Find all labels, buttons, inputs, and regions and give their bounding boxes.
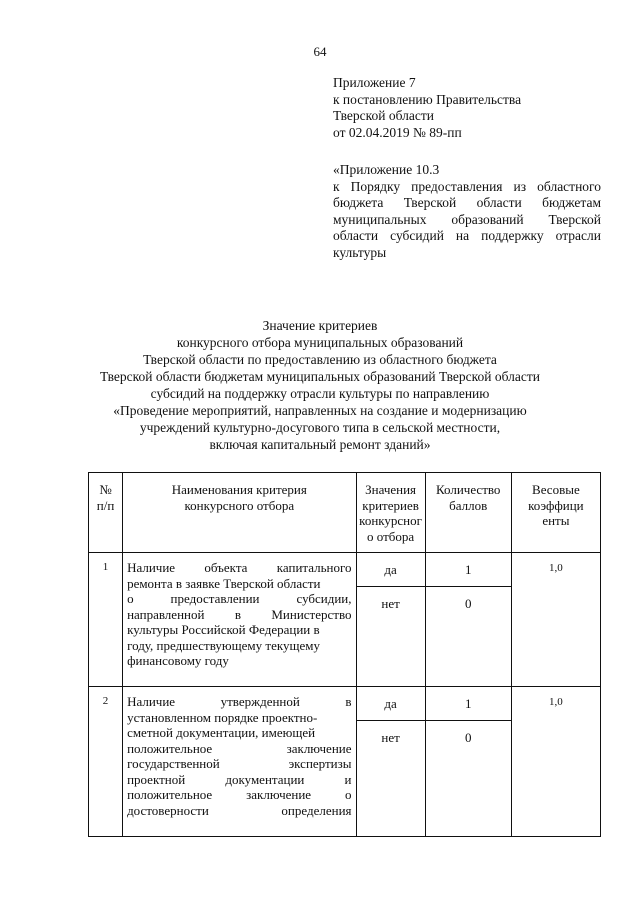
appendix-7-line: Приложение 7 [333, 75, 416, 90]
criterion-line: финансовому году [127, 653, 229, 668]
appendix-10-3-block [333, 162, 601, 261]
criterion-line: установленном порядке проектно- [127, 709, 318, 725]
header-text: Наименования критерия [171, 482, 307, 497]
page-number: 64 [313, 44, 327, 59]
appendix-10-3-line: «Приложение 10.3 [333, 162, 440, 177]
criterion-line: положительное заключение [127, 740, 352, 756]
appendix-7-line: от 02.04.2019 № 89-пп [333, 124, 462, 140]
document-title [60, 317, 580, 453]
criterion-line: проектной документации и [127, 771, 352, 787]
criterion-score: 0 [425, 721, 511, 837]
criterion-line: году, предшествующему текущему [127, 637, 320, 653]
header-text: п/п [96, 497, 115, 513]
criterion-weight: 1,0 [511, 687, 600, 837]
header-text: коэффици [528, 497, 584, 513]
table-row [89, 553, 601, 587]
appendix-10-3-line: области субсидий на поддержку отрасли [333, 228, 601, 243]
title-line: «Проведение мероприятий, направленных на создание и модернизацию [113, 403, 527, 418]
criterion-line: государственной экспертизы [127, 756, 352, 771]
criterion-line: направленной в Министерство [127, 606, 352, 622]
header-text: № [99, 482, 112, 497]
row-number: 2 [89, 687, 123, 837]
header-weight [511, 473, 600, 553]
title-line: Значение критериев [262, 318, 378, 333]
appendix-10-3-line: культуры [333, 244, 387, 260]
header-text: баллов [449, 497, 488, 513]
row-number: 1 [89, 553, 123, 687]
criterion-line: достоверности определения [127, 802, 352, 818]
criterion-line: ремонта в заявке Тверской области [127, 575, 321, 591]
header-name [123, 473, 356, 553]
criterion-name [123, 687, 356, 837]
criterion-line: Наличие утвержденной в [127, 694, 352, 709]
header-text: конкурсного отбора [184, 497, 295, 513]
criterion-value: нет [356, 721, 425, 837]
table-header-row [89, 473, 601, 553]
criterion-line: о предоставлении субсидии, [127, 591, 352, 606]
title-line: учреждений культурно-досугового типа в сельской местности, [139, 420, 501, 435]
appendix-7-line: к постановлению Правительства [333, 91, 522, 107]
criterion-line: Наличие объекта капитального [127, 560, 352, 575]
header-text: Весовые [532, 482, 580, 497]
criterion-score: 0 [425, 587, 511, 687]
header-text: о отбора [367, 528, 415, 544]
criterion-value: да [356, 553, 425, 587]
header-text: Значения [365, 482, 417, 497]
criterion-name [123, 553, 356, 687]
header-num [89, 473, 123, 553]
criterion-line: положительное заключение о [127, 787, 352, 802]
header-text: енты [542, 513, 570, 528]
header-text: критериев [362, 497, 419, 513]
criterion-line: сметной документации, имеющей [127, 725, 316, 740]
title-line: субсидий на поддержку отрасли культуры по направлению [150, 386, 490, 401]
criterion-score: 1 [425, 553, 511, 587]
title-line: конкурсного отбора муниципальных образований [176, 335, 464, 350]
appendix-7-line: Тверской области [333, 108, 434, 123]
appendix-10-3-line: бюджета Тверской области бюджетам [333, 195, 601, 210]
header-score [425, 473, 511, 553]
criterion-weight: 1,0 [511, 553, 600, 687]
criterion-value: нет [356, 587, 425, 687]
criterion-value: да [356, 687, 425, 721]
header-text: Количество [436, 482, 501, 497]
header-text: конкурсног [359, 513, 422, 528]
appendix-10-3-line: муниципальных образований Тверской [333, 211, 601, 227]
criterion-line: культуры Российской Федерации в [127, 622, 320, 637]
criterion-score: 1 [425, 687, 511, 721]
header-value [356, 473, 425, 553]
criteria-table [88, 472, 601, 837]
appendix-7-block [333, 75, 601, 141]
title-line: включая капитальный ремонт зданий» [209, 437, 431, 452]
table-row [89, 687, 601, 721]
title-line: Тверской области бюджетам муниципальных образований Тверской области [100, 369, 540, 384]
appendix-10-3-line: к Порядку предоставления из областного [333, 178, 601, 194]
title-line: Тверской области по предоставлению из областного бюджета [143, 352, 497, 367]
